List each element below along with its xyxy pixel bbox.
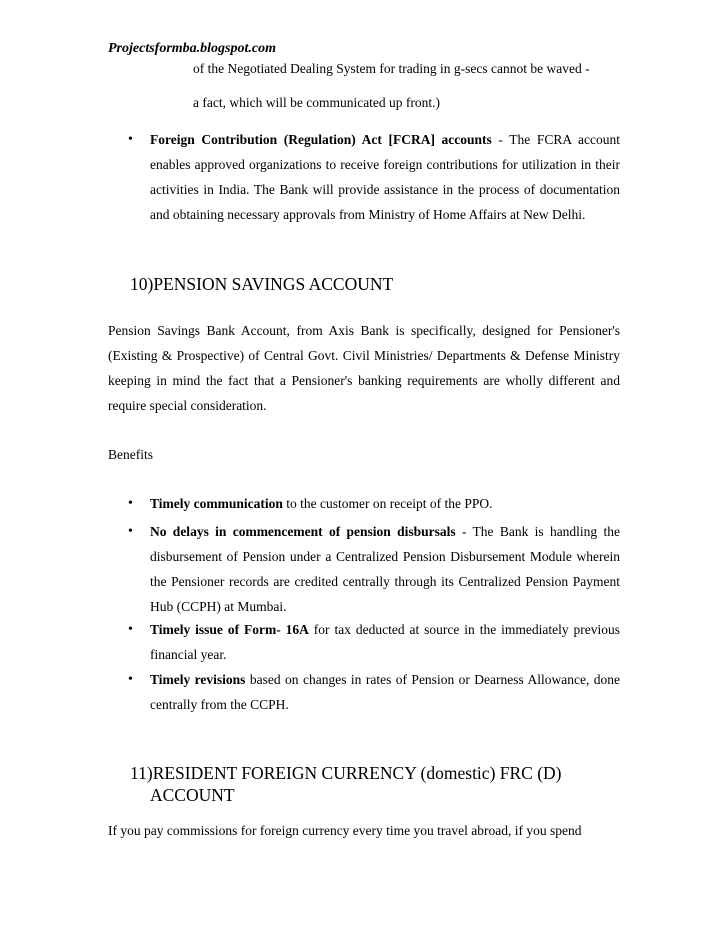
section-10-number: 10) [130, 274, 154, 294]
fcra-bullet [150, 127, 620, 227]
benefit-item-text: for tax deducted at source in the immediately previous financial year. [150, 622, 621, 662]
benefit-item-title: Timely communication [150, 496, 283, 511]
bullet-icon: • [128, 672, 133, 687]
bullet-icon: • [128, 132, 133, 147]
page-header-site: Projectsformba.blogspot.com [108, 41, 276, 56]
benefit-item [150, 617, 620, 667]
section-10-title: PENSION SAVINGS ACCOUNT [153, 274, 394, 294]
benefit-item-text: to the customer on receipt of the PPO. [282, 496, 493, 511]
benefit-item-text: based on changes in rates of Pension or Dearness Allowance, done centrally from the CCPH. [150, 672, 620, 712]
continuation-line-2: a fact, which will be communicated up front.) [193, 95, 441, 110]
benefit-item-title: No delays in commencement of pension disbursals [150, 524, 456, 539]
section-11-title-line-2: ACCOUNT [150, 785, 235, 805]
benefit-item [150, 491, 620, 516]
fcra-bullet-text: - The FCRA account enables approved organizations to receive foreign contributions for utilization in their activities in India. The Bank will provide assistance in the process of documentation and obtaining necessary approvals from Ministry of Home Affairs at New Delhi. [150, 132, 621, 222]
bullet-icon: • [128, 496, 133, 511]
bullet-icon: • [128, 622, 133, 637]
section-11-paragraph: If you pay commissions for foreign currency every time you travel abroad, if you spend [108, 823, 582, 838]
section-11-number: 11) [130, 763, 153, 783]
benefit-item-title: Timely issue of Form- 16A [150, 622, 309, 637]
benefit-item [150, 667, 620, 717]
continuation-line-1: of the Negotiated Dealing System for trading in g-secs cannot be waved - [193, 61, 590, 76]
section-10-paragraph: Pension Savings Bank Account, from Axis Bank is specifically, designed for Pensioner's (Existing & Prospective) of Central Govt. Civil Ministries/ Departments & Defense Ministry keeping in mind the fact that a Pensioner's banking requirements are wholly different and require special consideration. [108, 323, 620, 413]
section-11-title-line-1: RESIDENT FOREIGN CURRENCY (domestic) FRC (D) [152, 763, 562, 783]
section-10-heading [130, 273, 610, 295]
section-11-heading [130, 762, 610, 806]
benefits-label: Benefits [108, 447, 153, 462]
fcra-bullet-title: Foreign Contribution (Regulation) Act [FCRA] accounts [150, 132, 492, 147]
benefit-item-text: - The Bank is handling the disbursement of Pension under a Centralized Pension Disbursement Module wherein the Pensioner records are credited centrally through its Centralized Pension Payment Hub (CCPH) at Mumbai. [150, 524, 620, 614]
benefit-item [150, 519, 620, 619]
benefit-item-title: Timely revisions [150, 672, 246, 687]
bullet-icon: • [128, 524, 133, 539]
